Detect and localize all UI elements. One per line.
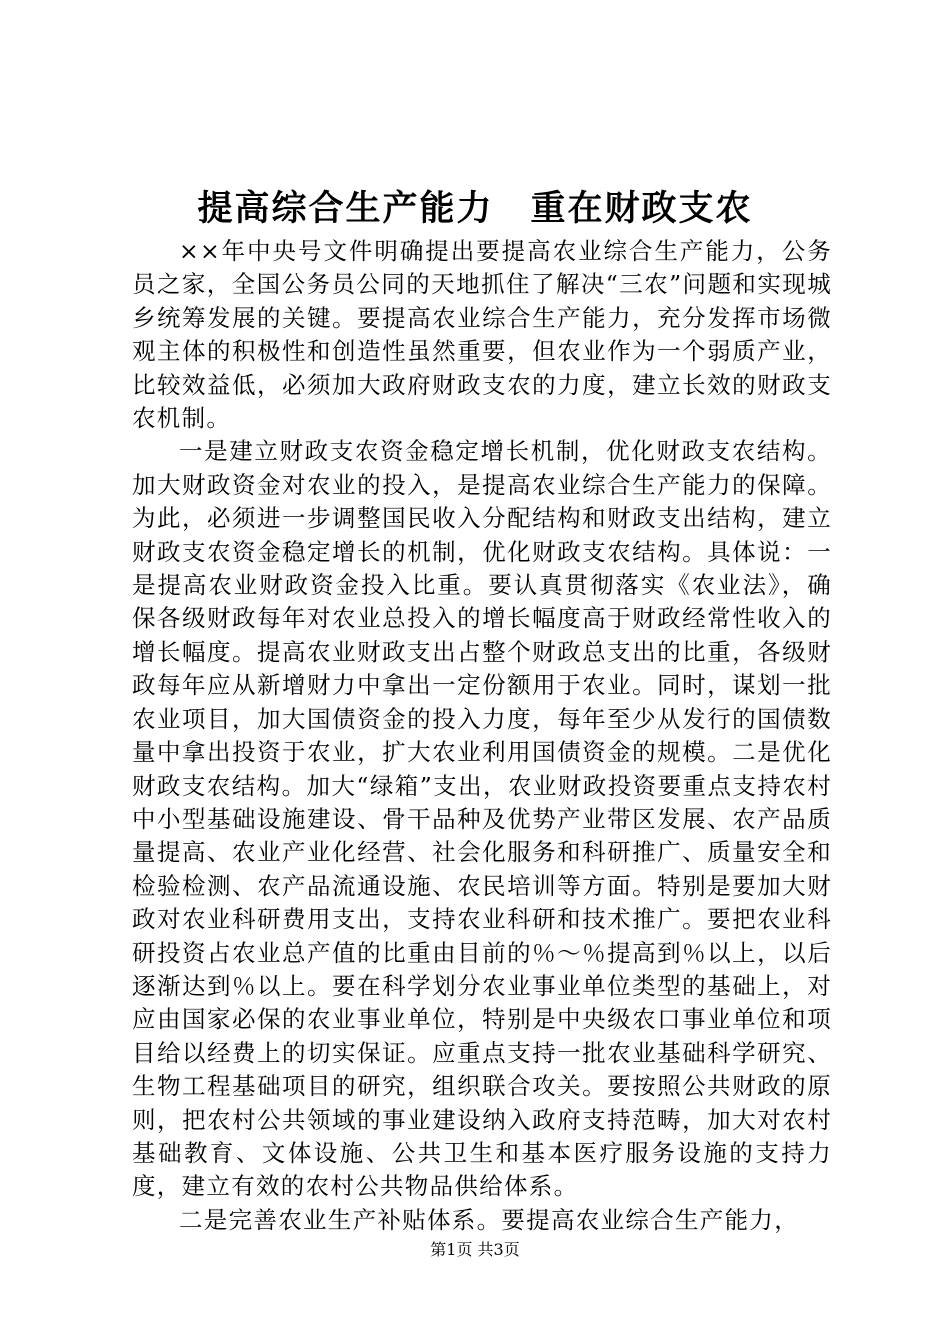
paragraph-first-measure: 一是建立财政支农资金稳定增长机制，优化财政支农结构。加大财政资金对农业的投入，是提高农业综合生产能力的保障。为此，必须进一步调整国民收入分配结构和财政支出结构，建立财政支农资金稳定增长的机制，优化财政支农结构。具体说：一是提高农业财政资金投入比重。要认真贯彻落实《农业法》，确保各级财政每年对农业总投入的增长幅度高于财政经常性收入的增长幅度。提高农业财政支出占整个财政总支出的比重，各级财政每年应从新增财力中拿出一定份额用于农业。同时，谋划一批农业项目，加大国债资金的投入力度，每年至少从发行的国债数量中拿出投资于农业，扩大农业利用国债资金的规模。二是优化财政支农结构。加大“绿箱”支出，农业财政投资要重点支持农村中小型基础设施建设、骨干品种及优势产业带区发展、农产品质量提高、农业产业化经营、社会化服务和科研推广、质量安全和检验检测、农产品流通设施、农民培训等方面。特别是要加大财政对农业科研费用支出，支持农业科研和技术推广。要把农业科研投资占农业总产值的比重由目前的％～％提高到％以上，以后逐渐达到％以上。要在科学划分农业事业单位类型的基础上，对应由国家必保的农业事业单位，特别是中央级农口事业单位和项目给以经费上的切实保证。应重点支持一批农业基础科学研究、生物工程基础项目的研究，组织联合攻关。要按照公共财政的原则，把农村公共领域的事业建设纳入政府支持范畴，加大对农村基础教育、文体设施、公共卫生和基本医疗服务设施的支持力度，建立有效的农村公共物品供给体系。 [132,437,832,1201]
paragraph-intro: ××年中央号文件明确提出要提高农业综合生产能力，公务员之家，全国公务员公同的天地抓住了解决“三农”问题和实现城乡统筹发展的关键。要提高农业综合生产能力，充分发挥市场微观主体的积极性和创造性虽然重要，但农业作为一个弱质产业，比较效益低，必须加大政府财政支农的力度，建立长效的财政支农机制。 [132,237,832,433]
paragraph-second-measure: 二是完善农业生产补贴体系。要提高农业综合生产能力， [179,1205,799,1234]
document-body [132,235,832,1237]
document-title: 提高综合生产能力 重在财政支农 [197,188,753,229]
page-number-footer: 第1页 共3页 [430,1240,520,1259]
